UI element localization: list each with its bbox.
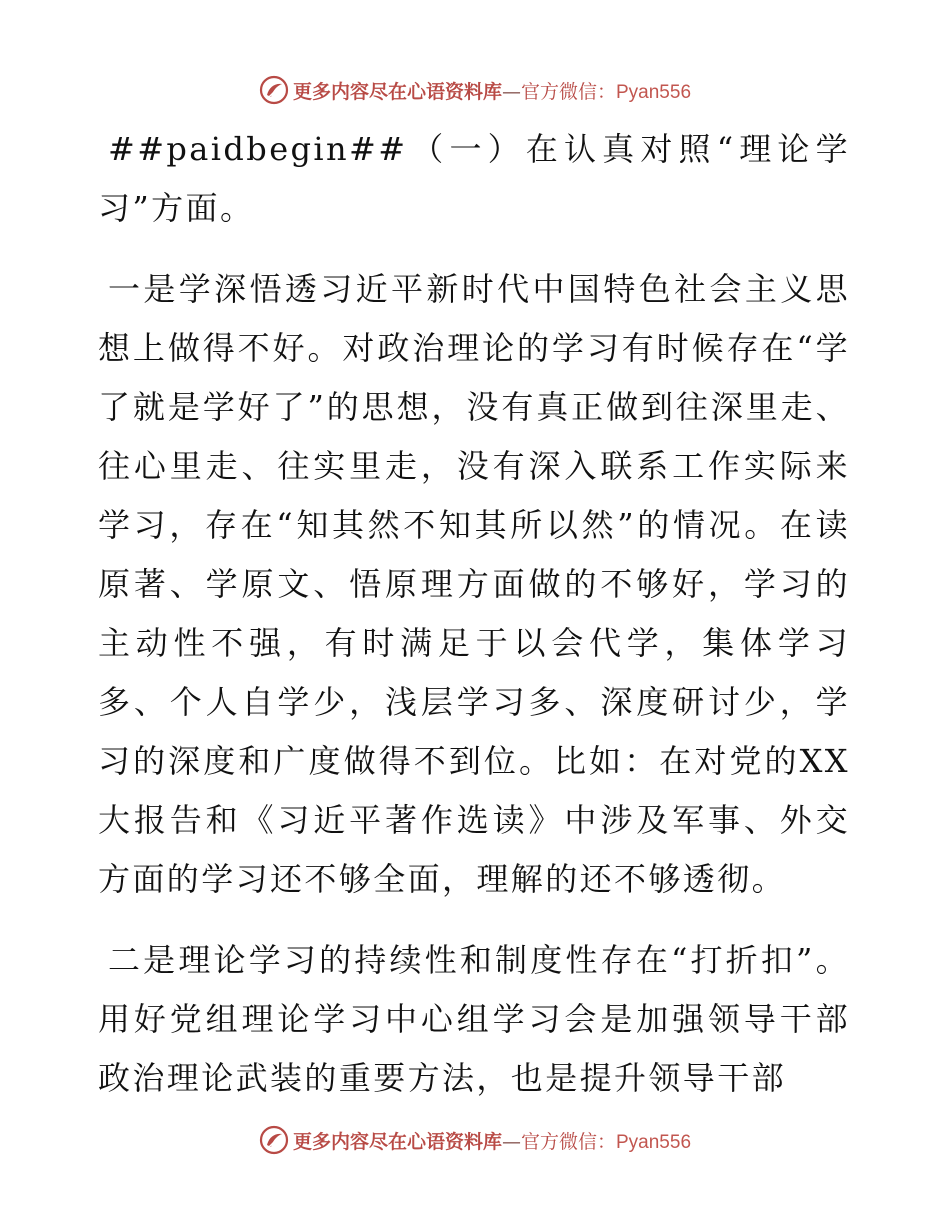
header-banner-text: [293, 77, 691, 104]
footer-wechat-label: 官方微信：: [520, 1130, 616, 1153]
footer-banner-text: [293, 1127, 691, 1154]
brand-logo-icon: [259, 1125, 289, 1155]
footer-banner-lead: 更多内容尽在心语资料库: [292, 1130, 502, 1153]
body-paragraph-2: 二是理论学习的持续性和制度性存在“打折扣”。用好党组理论学习中心组学习会是加强领导干部政治理论武装的重要方法，也是提升领导干部: [98, 941, 850, 1097]
section-heading-paragraph: ##paidbegin##（一）在认真对照“理论学习”方面。: [98, 130, 850, 227]
header-wechat-label: 官方微信：: [520, 80, 616, 103]
footer-banner: [0, 1120, 950, 1160]
footer-banner-dash: —: [501, 1130, 521, 1153]
header-wechat-id: Pyan556: [616, 81, 692, 103]
body-paragraph-1: 一是学深悟透习近平新时代中国特色社会主义思想上做得不好。对政治理论的学习有时候存在“学了就是学好了”的思想，没有真正做到往深里走、往心里走、往实里走，没有深入联系工作实际来学习，存在“知其然不知其所以然”的情况。在读原著、学原文、悟原理方面做的不够好，学习的主动性不强，有时满足于以会代学，集体学习多、个人自学少，浅层学习多、深度研讨少，学习的深度和广度做得不到位。比如：在对党的XX大报告和《习近平著作选读》中涉及军事、外交方面的学习还不够全面，理解的还不够透彻。: [98, 270, 850, 898]
document-body: [98, 120, 850, 1130]
footer-wechat-id: Pyan556: [616, 1131, 692, 1153]
header-banner: [0, 70, 950, 110]
header-banner-lead: 更多内容尽在心语资料库: [292, 80, 502, 103]
brand-logo-icon: [259, 75, 289, 105]
header-banner-dash: —: [501, 80, 521, 103]
